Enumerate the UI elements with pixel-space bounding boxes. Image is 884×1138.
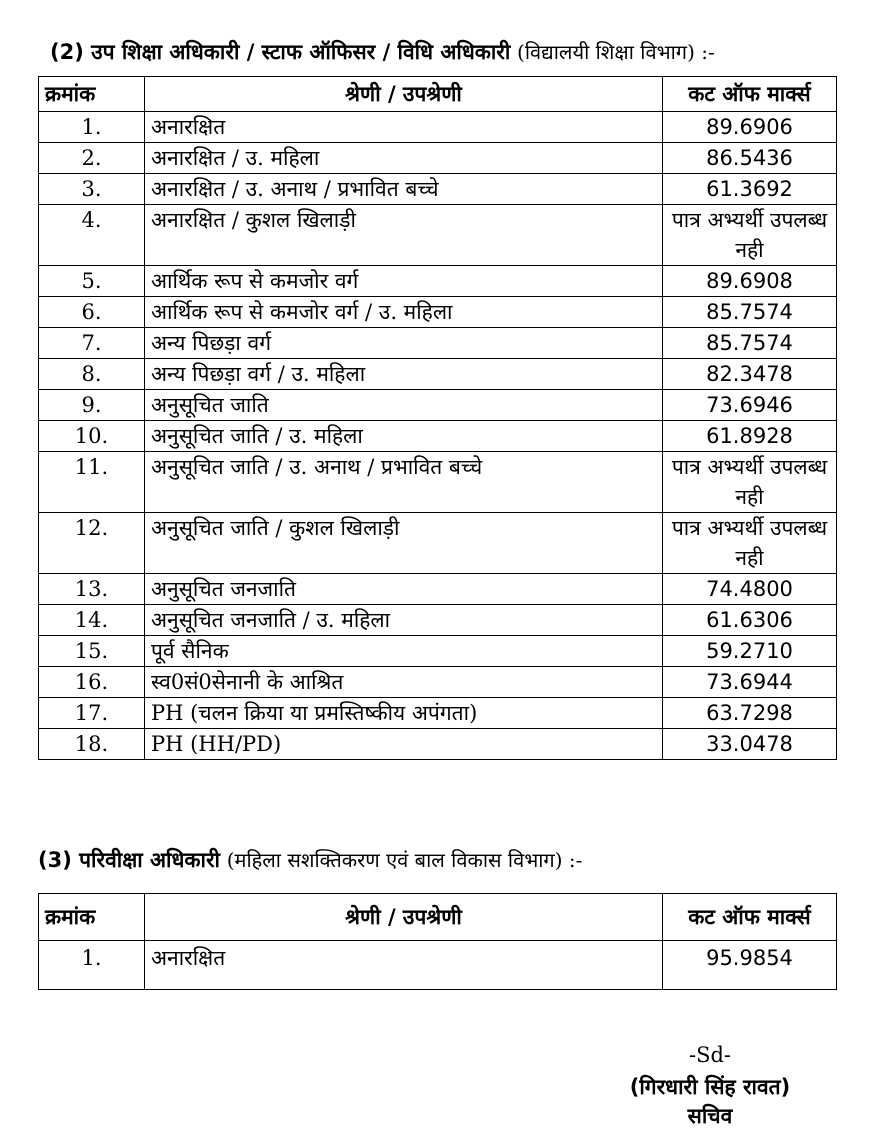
category-cell: अनुसूचित जनजाति / उ. महिला	[145, 605, 663, 636]
serial-number-cell: 2.	[39, 143, 145, 174]
table-row	[39, 205, 837, 266]
category-cell: पूर्व सैनिक	[145, 636, 663, 667]
category-cell: अनारक्षित / कुशल खिलाड़ी	[145, 205, 663, 266]
table-row	[39, 636, 837, 667]
table-row	[39, 941, 837, 990]
category-cell: अनारक्षित	[145, 941, 663, 990]
signatory-title: सचिव	[687, 1104, 733, 1128]
signature-mark: -Sd-	[688, 1043, 732, 1067]
header-cutoff-marks: कट ऑफ मार्क्स	[663, 894, 837, 941]
serial-number-cell: 16.	[39, 667, 145, 698]
category-cell: PH (चलन क्रिया या प्रमस्तिष्कीय अपंगता)	[145, 698, 663, 729]
category-cell: आर्थिक रूप से कमजोर वर्ग	[145, 266, 663, 297]
cutoff-marks-cell: 89.6906	[663, 112, 837, 143]
cutoff-table-section-3	[38, 893, 837, 990]
serial-number-cell: 12.	[39, 513, 145, 574]
section-2-heading	[50, 38, 715, 66]
serial-number-cell: 18.	[39, 729, 145, 760]
cutoff-marks-cell: 85.7574	[663, 328, 837, 359]
table-row	[39, 421, 837, 452]
cutoff-marks-cell: 61.6306	[663, 605, 837, 636]
category-cell: आर्थिक रूप से कमजोर वर्ग / उ. महिला	[145, 297, 663, 328]
serial-number-cell: 1.	[39, 941, 145, 990]
table-row	[39, 513, 837, 574]
section-2-title: (2) उप शिक्षा अधिकारी / स्टाफ ऑफिसर / विधि अधिकारी	[50, 40, 511, 64]
category-cell: अनुसूचित जाति / कुशल खिलाड़ी	[145, 513, 663, 574]
serial-number-cell: 15.	[39, 636, 145, 667]
serial-number-cell: 10.	[39, 421, 145, 452]
table-header-row	[39, 77, 837, 112]
cutoff-marks-cell: 61.3692	[663, 174, 837, 205]
table-row	[39, 667, 837, 698]
cutoff-marks-cell: 63.7298	[663, 698, 837, 729]
cutoff-table-section-2	[38, 76, 837, 760]
serial-number-cell: 14.	[39, 605, 145, 636]
table-row	[39, 112, 837, 143]
category-cell: अनुसूचित जाति	[145, 390, 663, 421]
category-cell: अनारक्षित	[145, 112, 663, 143]
serial-number-cell: 1.	[39, 112, 145, 143]
table-row	[39, 390, 837, 421]
cutoff-marks-cell: 85.7574	[663, 297, 837, 328]
table-row	[39, 143, 837, 174]
category-cell: अनुसूचित जाति / उ. महिला	[145, 421, 663, 452]
header-category: श्रेणी / उपश्रेणी	[145, 894, 663, 941]
serial-number-cell: 3.	[39, 174, 145, 205]
serial-number-cell: 9.	[39, 390, 145, 421]
serial-number-cell: 4.	[39, 205, 145, 266]
serial-number-cell: 8.	[39, 359, 145, 390]
cutoff-marks-cell: 89.6908	[663, 266, 837, 297]
cutoff-marks-cell: 82.3478	[663, 359, 837, 390]
table-row	[39, 266, 837, 297]
table-row	[39, 452, 837, 513]
serial-number-cell: 17.	[39, 698, 145, 729]
serial-number-cell: 13.	[39, 574, 145, 605]
header-cutoff-marks: कट ऑफ मार्क्स	[663, 77, 837, 112]
header-category: श्रेणी / उपश्रेणी	[145, 77, 663, 112]
cutoff-marks-cell: 74.4800	[663, 574, 837, 605]
serial-number-cell: 6.	[39, 297, 145, 328]
cutoff-marks-cell: 73.6944	[663, 667, 837, 698]
cutoff-marks-cell: 86.5436	[663, 143, 837, 174]
table-row	[39, 297, 837, 328]
signatory-name: (गिरधारी सिंह रावत)	[629, 1075, 791, 1099]
cutoff-marks-cell: 95.9854	[663, 941, 837, 990]
section-3-title: (3) परिवीक्षा अधिकारी	[38, 848, 220, 872]
category-cell: अनारक्षित / उ. महिला	[145, 143, 663, 174]
cutoff-marks-cell: 33.0478	[663, 729, 837, 760]
table-row	[39, 729, 837, 760]
category-cell: अन्य पिछड़ा वर्ग	[145, 328, 663, 359]
serial-number-cell: 5.	[39, 266, 145, 297]
category-cell: अनुसूचित जनजाति	[145, 574, 663, 605]
category-cell: PH (HH/PD)	[145, 729, 663, 760]
section-3-heading	[38, 846, 582, 874]
category-cell: स्व0सं0सेनानी के आश्रित	[145, 667, 663, 698]
category-cell: अनुसूचित जाति / उ. अनाथ / प्रभावित बच्चे	[145, 452, 663, 513]
cutoff-marks-cell: 59.2710	[663, 636, 837, 667]
category-cell: अनारक्षित / उ. अनाथ / प्रभावित बच्चे	[145, 174, 663, 205]
cutoff-marks-cell: 73.6946	[663, 390, 837, 421]
cutoff-marks-cell: 61.8928	[663, 421, 837, 452]
section-3-department: (महिला सशक्तिकरण एवं बाल विकास विभाग) :-	[226, 848, 583, 872]
table-header-row	[39, 894, 837, 941]
category-cell: अन्य पिछड़ा वर्ग / उ. महिला	[145, 359, 663, 390]
table-row	[39, 359, 837, 390]
cutoff-marks-cell: पात्र अभ्यर्थी उपलब्ध नही	[663, 452, 837, 513]
serial-number-cell: 11.	[39, 452, 145, 513]
table-row	[39, 328, 837, 359]
cutoff-marks-cell: पात्र अभ्यर्थी उपलब्ध नही	[663, 205, 837, 266]
table-row	[39, 698, 837, 729]
table-row	[39, 605, 837, 636]
header-serial-number: क्रमांक	[39, 894, 145, 941]
table-row	[39, 574, 837, 605]
section-2-department: (विद्यालयी शिक्षा विभाग) :-	[517, 40, 715, 64]
serial-number-cell: 7.	[39, 328, 145, 359]
table-row	[39, 174, 837, 205]
cutoff-marks-cell: पात्र अभ्यर्थी उपलब्ध नही	[663, 513, 837, 574]
header-serial-number: क्रमांक	[39, 77, 145, 112]
